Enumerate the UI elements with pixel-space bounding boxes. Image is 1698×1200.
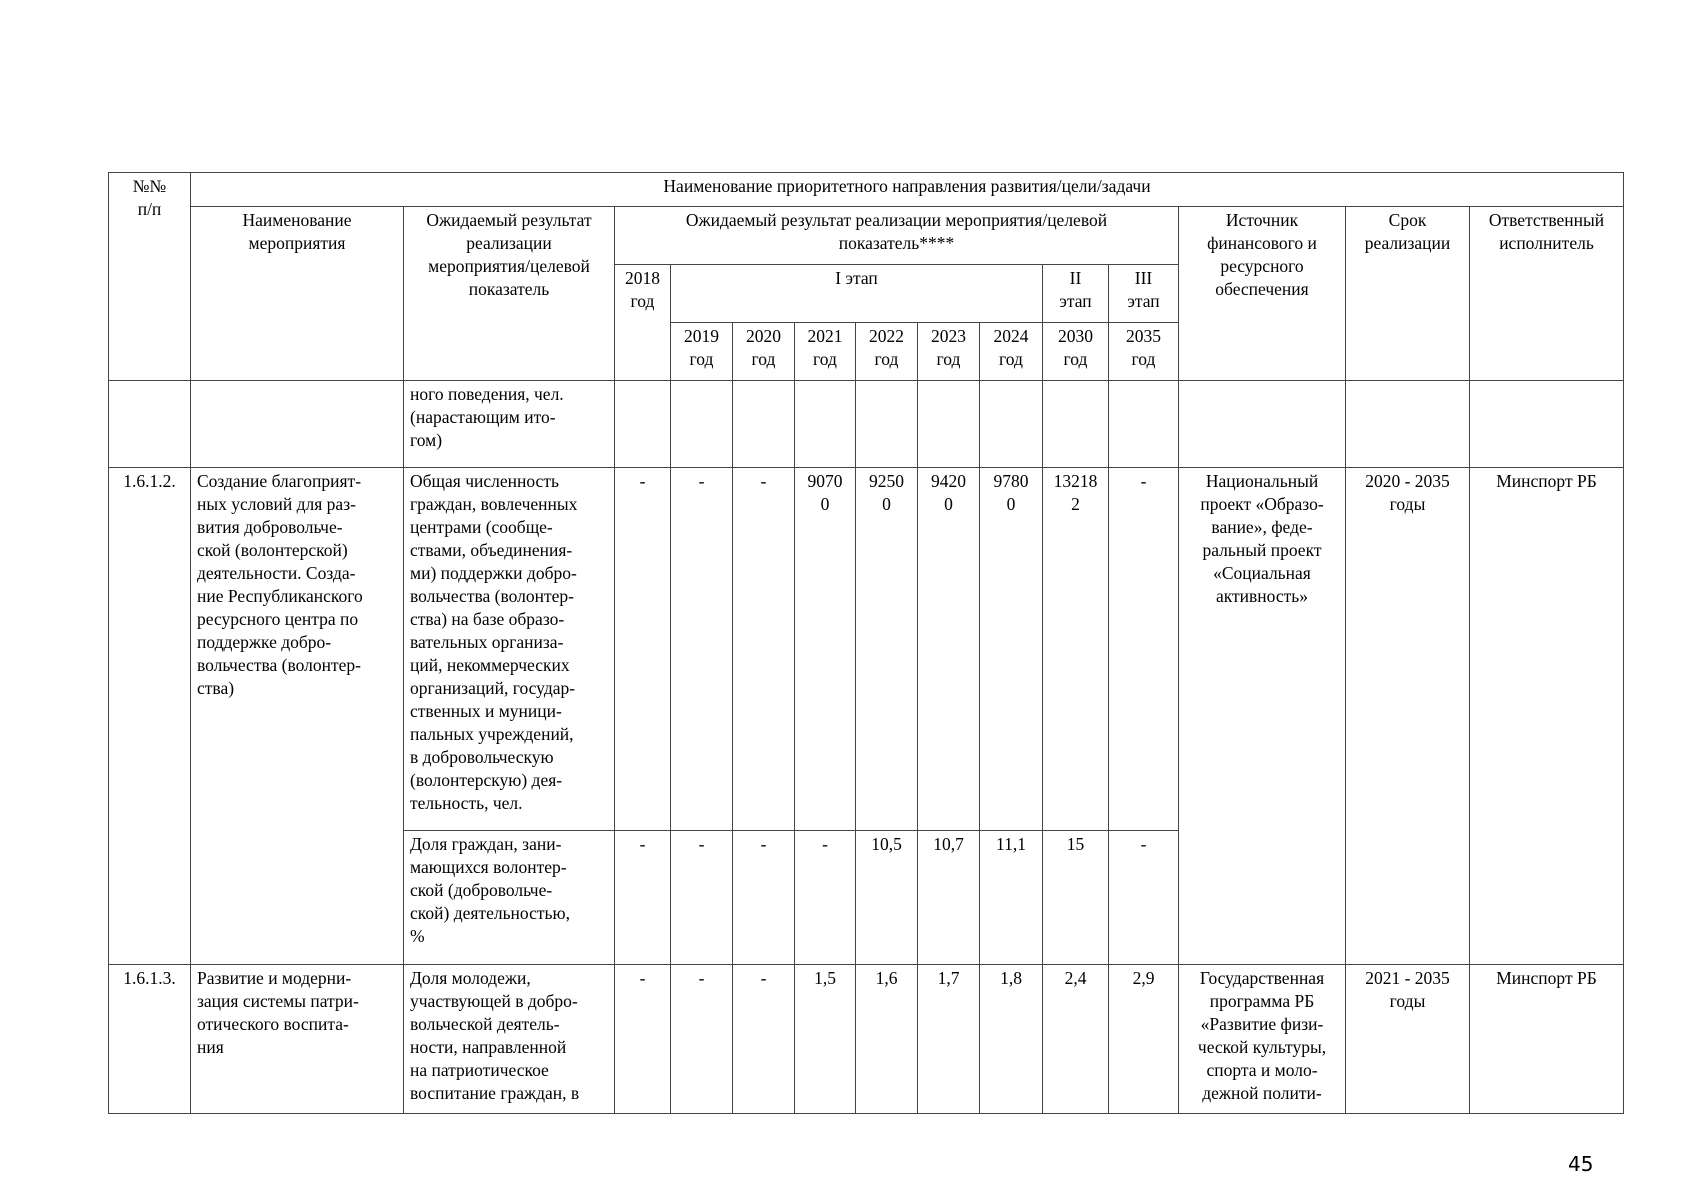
row-value <box>856 381 918 468</box>
row-value: 1,7 <box>918 965 980 1114</box>
row-value <box>733 381 795 468</box>
row-value: 9780 0 <box>980 468 1043 831</box>
row-value: - <box>615 831 671 965</box>
row-value: 9420 0 <box>918 468 980 831</box>
row-responsible: Минспорт РБ <box>1470 965 1624 1114</box>
row-value: 11,1 <box>980 831 1043 965</box>
row-term: 2021 - 2035 годы <box>1346 965 1470 1114</box>
row-result: ного поведения, чел. (нарастающим ито- гом) <box>404 381 615 468</box>
row-value <box>795 381 856 468</box>
row-source: Государственная программа РБ «Развитие физи- ческой культуры, спорта и моло- дежной полити- <box>1179 965 1346 1114</box>
row-value: - <box>671 965 733 1114</box>
row-value: - <box>1109 468 1179 831</box>
header-stage-2: II этап <box>1043 265 1109 323</box>
header-priority-title: Наименование приоритетного направления развития/цели/задачи <box>191 173 1624 207</box>
row-term <box>1346 381 1470 468</box>
header-source: Источник финансового и ресурсного обеспечения <box>1179 207 1346 381</box>
row-value: 13218 2 <box>1043 468 1109 831</box>
program-table <box>108 172 1624 1114</box>
row-value <box>1109 381 1179 468</box>
row-result: Доля граждан, зани- мающихся волонтер- ской (добровольче- ской) деятельностью, % <box>404 831 615 965</box>
row-value: - <box>733 831 795 965</box>
row-value <box>615 381 671 468</box>
row-responsible <box>1470 381 1624 468</box>
header-year: 2019 год <box>671 323 733 381</box>
row-value: 10,7 <box>918 831 980 965</box>
row-value <box>671 381 733 468</box>
header-term: Срок реализации <box>1346 207 1470 381</box>
row-value: 9070 0 <box>795 468 856 831</box>
header-year: 2035 год <box>1109 323 1179 381</box>
header-responsible: Ответственный исполнитель <box>1470 207 1624 381</box>
row-value: - <box>615 965 671 1114</box>
page-number: 45 <box>1568 1152 1594 1176</box>
row-value: 1,5 <box>795 965 856 1114</box>
header-year: 2023 год <box>918 323 980 381</box>
table-row <box>109 965 1624 1114</box>
header-expected-indicator: Ожидаемый результат реализации мероприятия/целевой показатель**** <box>615 207 1179 265</box>
row-event-name: Создание благоприят- ных условий для раз- вития добровольче- ской (волонтерской) деятельности. Созда- ние Республиканского ресурсного центра по поддержке добро- вольчества (волонтер- ства) <box>191 468 404 965</box>
header-year-2018: 2018 год <box>615 265 671 381</box>
row-value: 9250 0 <box>856 468 918 831</box>
table-row <box>109 468 1624 831</box>
row-value: 2,9 <box>1109 965 1179 1114</box>
row-value: - <box>615 468 671 831</box>
row-source <box>1179 381 1346 468</box>
row-event-name <box>191 381 404 468</box>
row-num <box>109 381 191 468</box>
table-row <box>109 381 1624 468</box>
row-result: Общая численность граждан, вовлеченных центрами (сообще- ствами, объединения- ми) поддержки добро- вольчества (волонтер- ства) на базе образо- вательных организа- ций, некоммерческих организаций, государ- ственных и муници- пальных учреждений, в добровольческую (волонтерскую) дея- тельность, чел. <box>404 468 615 831</box>
row-value: - <box>671 831 733 965</box>
row-responsible: Минспорт РБ <box>1470 468 1624 965</box>
row-value: 1,6 <box>856 965 918 1114</box>
row-value: - <box>1109 831 1179 965</box>
header-stage-1: I этап <box>671 265 1043 323</box>
row-value <box>918 381 980 468</box>
row-value: - <box>733 965 795 1114</box>
header-num: №№ п/п <box>109 173 191 381</box>
row-source: Национальный проект «Образо- вание», феде- ральный проект «Социальная активность» <box>1179 468 1346 965</box>
row-value: - <box>733 468 795 831</box>
header-year: 2024 год <box>980 323 1043 381</box>
row-value: 1,8 <box>980 965 1043 1114</box>
header-stage-3: III этап <box>1109 265 1179 323</box>
header-year: 2022 год <box>856 323 918 381</box>
row-value: - <box>795 831 856 965</box>
row-value: 15 <box>1043 831 1109 965</box>
header-year: 2020 год <box>733 323 795 381</box>
header-expected-result: Ожидаемый результат реализации мероприятия/целевой показатель <box>404 207 615 381</box>
row-term: 2020 - 2035 годы <box>1346 468 1470 965</box>
row-event-name: Развитие и модерни- зация системы патри- отического воспита- ния <box>191 965 404 1114</box>
header-event-name: Наименование мероприятия <box>191 207 404 381</box>
row-num: 1.6.1.2. <box>109 468 191 965</box>
row-value: 2,4 <box>1043 965 1109 1114</box>
row-value <box>980 381 1043 468</box>
row-value <box>1043 381 1109 468</box>
row-value: 10,5 <box>856 831 918 965</box>
header-year: 2021 год <box>795 323 856 381</box>
row-num: 1.6.1.3. <box>109 965 191 1114</box>
row-value: - <box>671 468 733 831</box>
row-result: Доля молодежи, участвующей в добро- вольческой деятель- ности, направленной на патриотическое воспитание граждан, в <box>404 965 615 1114</box>
header-year: 2030 год <box>1043 323 1109 381</box>
